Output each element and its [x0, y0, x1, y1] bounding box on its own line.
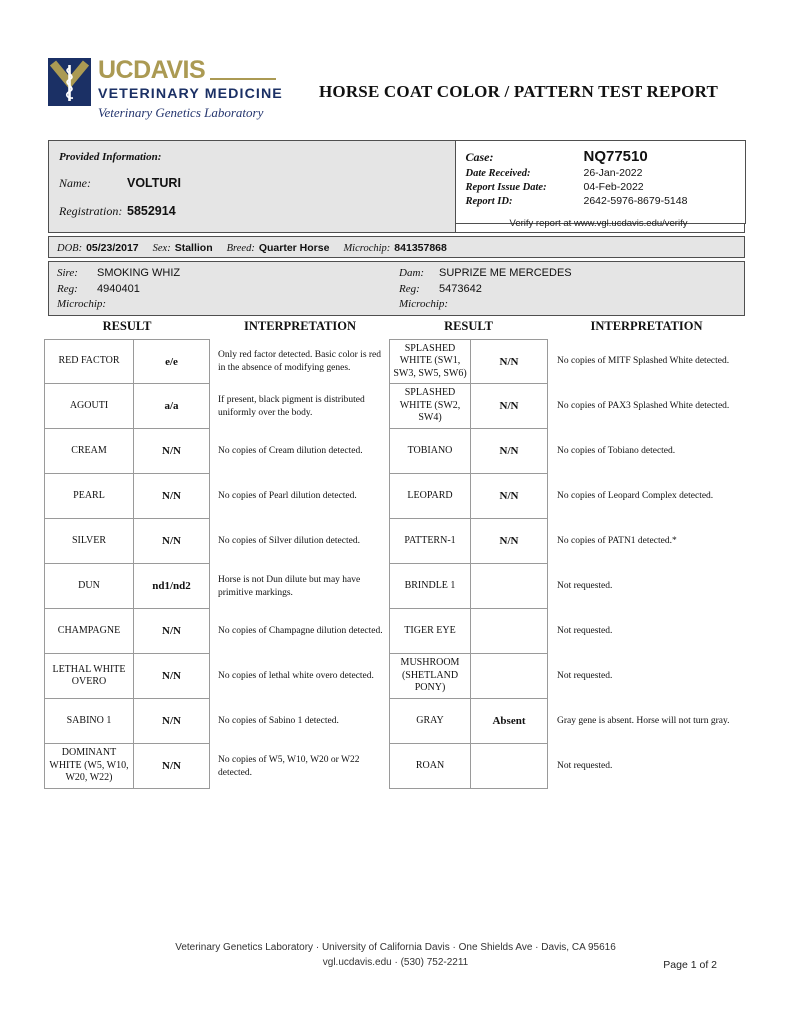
test-interpretation: No copies of Champagne dilution detected.: [218, 626, 383, 637]
date-received-value: 26-Jan-2022: [583, 166, 643, 179]
results-table-left: [44, 339, 390, 789]
test-name: SPLASHED WHITE (SW1, SW3, SW5, SW6): [389, 339, 470, 384]
logo-school: VETERINARY MEDICINE: [98, 86, 283, 102]
test-name: RED FACTOR: [44, 339, 133, 384]
table-row: [44, 699, 390, 744]
parents-box: [48, 261, 745, 316]
test-name: CREAM: [44, 429, 133, 474]
logo-davis: DAVIS: [133, 56, 206, 84]
logo-uc: UC: [98, 56, 134, 84]
table-row: [389, 384, 745, 429]
left-result-header: RESULT: [102, 319, 152, 333]
sex-value: Stallion: [174, 242, 213, 254]
case-info-box: [455, 140, 746, 224]
test-name: TIGER EYE: [389, 609, 470, 654]
test-interpretation: No copies of PATN1 detected.*: [557, 536, 677, 547]
sex-label: Sex:: [152, 243, 171, 254]
provided-information-heading: Provided Information:: [59, 151, 162, 163]
table-row: [44, 564, 390, 609]
sire-microchip-label: Microchip:: [57, 298, 107, 310]
dam-reg-value: 5473642: [439, 282, 482, 295]
table-row: [44, 654, 390, 699]
table-row: [44, 339, 390, 384]
test-interpretation: No copies of Cream dilution detected.: [218, 446, 363, 457]
test-result: N/N: [470, 429, 548, 474]
animal-info-bar: [48, 236, 745, 258]
left-interpretation-header: INTERPRETATION: [243, 319, 357, 333]
test-interpretation: No copies of Pearl dilution detected.: [218, 491, 357, 502]
breed-label: Breed:: [226, 243, 255, 254]
test-name: DOMINANT WHITE (W5, W10, W20, W22): [44, 744, 133, 789]
test-interpretation: Not requested.: [557, 671, 613, 682]
provided-information-panel: [49, 141, 456, 232]
test-interpretation: Not requested.: [557, 761, 613, 772]
test-name: LEOPARD: [389, 474, 470, 519]
provided-information-box: [48, 140, 745, 233]
caduceus-icon: [48, 58, 91, 106]
logo-lab-name: Veterinary Genetics Laboratory: [98, 105, 264, 120]
test-result: nd1/nd2: [133, 564, 210, 609]
test-name: SPLASHED WHITE (SW2, SW4): [389, 384, 470, 429]
test-name: PATTERN-1: [389, 519, 470, 564]
test-result: [470, 744, 548, 789]
table-row: [389, 744, 745, 789]
table-row: [389, 564, 745, 609]
table-row: [44, 429, 390, 474]
test-result: N/N: [133, 654, 210, 699]
test-name: CHAMPAGNE: [44, 609, 133, 654]
test-interpretation: No copies of MITF Splashed White detected.: [557, 356, 730, 367]
verify-report-link: Verify report at www.vgl.ucdavis.edu/verify: [509, 218, 688, 229]
test-result: a/a: [133, 384, 210, 429]
test-result: N/N: [470, 339, 548, 384]
table-row: [44, 519, 390, 564]
report-issue-date-value: 04-Feb-2022: [583, 180, 644, 193]
page-title: HORSE COAT COLOR / PATTERN TEST REPORT: [318, 82, 719, 101]
sire-reg-label: Reg:: [57, 282, 78, 295]
test-result: N/N: [470, 519, 548, 564]
dam-reg-label: Reg:: [399, 282, 420, 295]
microchip-label: Microchip:: [343, 243, 391, 254]
test-interpretation: No copies of Silver dilution detected.: [218, 536, 360, 547]
test-interpretation: No copies of PAX3 Splashed White detected.: [557, 401, 730, 412]
name-label: Name:: [59, 176, 91, 190]
sire-label: Sire:: [57, 267, 78, 279]
footer-contact: vgl.ucdavis.edu · (530) 752-2211: [322, 956, 469, 968]
dam-microchip-label: Microchip:: [399, 298, 449, 310]
report-id-label: Report ID:: [465, 195, 513, 207]
test-result: Absent: [470, 699, 548, 744]
test-name: SABINO 1: [44, 699, 133, 744]
test-interpretation: No copies of Sabino 1 detected.: [218, 716, 339, 727]
test-interpretation: Not requested.: [557, 581, 613, 592]
test-interpretation: No copies of lethal white overo detected.: [218, 671, 374, 682]
table-row: [44, 609, 390, 654]
table-row: [389, 654, 745, 699]
breed-value: Quarter Horse: [258, 242, 330, 254]
test-result: N/N: [133, 429, 210, 474]
test-interpretation: Horse is not Dun dilute but may have primitive markings.: [218, 575, 361, 598]
dam-label: Dam:: [399, 267, 425, 279]
dam-name: SUPRIZE ME MERCEDES: [439, 267, 572, 279]
table-row: [389, 474, 745, 519]
report-issue-date-label: Report Issue Date:: [465, 181, 547, 193]
table-row: [44, 744, 390, 789]
test-name: TOBIANO: [389, 429, 470, 474]
test-result: [470, 654, 548, 699]
test-name: AGOUTI: [44, 384, 133, 429]
registration-value: 5852914: [127, 204, 176, 218]
table-row: [44, 474, 390, 519]
test-result: N/N: [133, 699, 210, 744]
test-interpretation: Not requested.: [557, 626, 613, 637]
microchip-value: 841357868: [394, 242, 447, 254]
dob-label: DOB:: [57, 243, 83, 254]
table-row: [389, 519, 745, 564]
logo-text: [98, 56, 283, 121]
name-value: VOLTURI: [127, 176, 181, 190]
test-interpretation: Only red factor detected. Basic color is red in the absence of modifying genes.: [218, 350, 382, 373]
sire-name: SMOKING WHIZ: [97, 267, 181, 279]
dob-value: 05/23/2017: [86, 242, 139, 254]
table-row: [389, 609, 745, 654]
registration-label: Registration:: [59, 204, 123, 218]
table-row: [389, 429, 745, 474]
test-name: BRINDLE 1: [389, 564, 470, 609]
table-row: [389, 699, 745, 744]
right-result-header: RESULT: [444, 319, 493, 333]
gold-rule: [210, 78, 276, 80]
test-interpretation: No copies of W5, W10, W20 or W22 detected.: [218, 755, 360, 778]
table-row: [389, 339, 745, 384]
right-interpretation-header: INTERPRETATION: [590, 319, 703, 333]
case-number: NQ77510: [583, 147, 648, 165]
dam-column: [399, 267, 572, 314]
sire-reg-value: 4940401: [97, 282, 140, 295]
date-received-label: Date Received:: [465, 167, 531, 179]
case-label: Case:: [465, 149, 494, 164]
test-result: N/N: [133, 519, 210, 564]
test-name: DUN: [44, 564, 133, 609]
table-row: [44, 384, 390, 429]
test-result: N/N: [133, 474, 210, 519]
test-name: ROAN: [389, 744, 470, 789]
test-interpretation: If present, black pigment is distributed uniformly over the body.: [218, 395, 365, 418]
page-number: Page 1 of 2: [663, 959, 717, 971]
test-result: N/N: [133, 609, 210, 654]
test-result: [470, 609, 548, 654]
test-interpretation: Gray gene is absent. Horse will not turn gray.: [557, 716, 730, 727]
ucdavis-logo: [48, 56, 283, 121]
test-name: LETHAL WHITE OVERO: [44, 654, 133, 699]
test-result: N/N: [133, 744, 210, 789]
test-interpretation: No copies of Leopard Complex detected.: [557, 491, 714, 502]
test-result: N/N: [470, 474, 548, 519]
footer-address: Veterinary Genetics Laboratory · University of California Davis · One Shields Ave · Davis, CA 95616: [175, 942, 616, 953]
test-name: PEARL: [44, 474, 133, 519]
test-name: GRAY: [389, 699, 470, 744]
test-interpretation: No copies of Tobiano detected.: [557, 446, 676, 457]
results-table-right: [389, 339, 745, 789]
report-id-value: 2642-5976-8679-5148: [583, 194, 688, 207]
sire-column: [57, 267, 180, 314]
test-name: SILVER: [44, 519, 133, 564]
test-result: e/e: [133, 339, 210, 384]
test-name: MUSHROOM (SHETLAND PONY): [389, 654, 470, 699]
test-result: [470, 564, 548, 609]
test-result: N/N: [470, 384, 548, 429]
